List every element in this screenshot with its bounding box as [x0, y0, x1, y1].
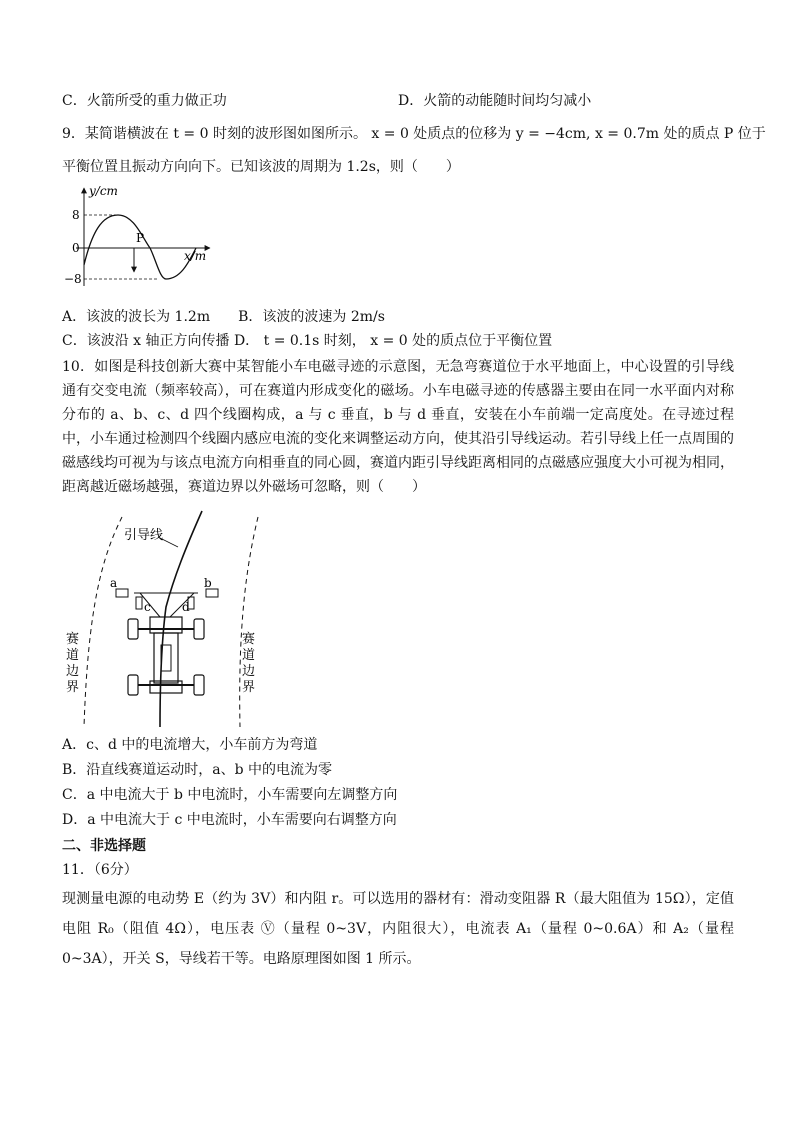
label-a: a [110, 576, 118, 590]
label-boundary-left-2: 道 [66, 648, 80, 663]
q9-stem-line2: 平衡位置且振动方向向下。已知该波的周期为 1.2s，则（ ） [62, 159, 460, 175]
q9-options-ab: A．该波的波长为 1.2m B．该波的波速为 2m/s [62, 309, 385, 325]
label-p: P [136, 231, 145, 245]
label-boundary-left-1: 赛 [66, 632, 80, 647]
q10-option-b: B．沿直线赛道运动时，a、b 中的电流为零 [62, 762, 333, 778]
label-boundary-left-3: 边 [66, 664, 80, 679]
wave-curve [84, 215, 196, 279]
left-boundary [84, 517, 122, 727]
label-b: b [204, 576, 212, 590]
label-y: y/cm [89, 184, 118, 198]
label-d: d [182, 600, 190, 614]
q10-option-a: A．c、d 中的电流增大，小车前方为弯道 [62, 737, 318, 753]
q9-wave-figure [62, 182, 222, 294]
label-x: x/m [184, 249, 207, 263]
label-boundary-left-4: 界 [66, 680, 80, 695]
q10-stem: 10．如图是科技创新大赛中某智能小车电磁寻迹的示意图，无急弯赛道位于水平地面上，中心设置的引导线通有交变电流（频率较高），可在赛道内形成变化的磁场。小车电磁寻迹的传感器主要由在同一水平面内对称分布的 a、b、c、d 四个线圈构成，a 与 c 垂直，b 与 d 垂直，安装在小车前端一定高度处。在寻迹过程中，小车通过检测四个线圈内感应电流的变化来调整运动方向，使其沿引导线运动。若引导线上任一点周围的磁感线均可视为与该点电流方向相垂直的同心圆，赛道内距引导线距离相同的点磁感应强度大小可视为相同，距离越近磁场越强，赛道边界以外磁场可忽略，则（ ） [62, 359, 734, 495]
label-boundary-right-2: 道 [242, 648, 256, 663]
label-guide: 引导线 [124, 528, 164, 543]
label-boundary-right-4: 界 [242, 680, 256, 695]
section2-heading: 二、非选择题 [62, 838, 146, 854]
label-boundary-right-3: 边 [242, 664, 256, 679]
right-boundary [240, 517, 258, 727]
q9-options-cd: C．该波沿 x 轴正方向传播 D． t = 0.1s 时刻， x = 0 处的质点位于平衡位置 [62, 333, 553, 349]
q11-stem: 现测量电源的电动势 E（约为 3V）和内阻 r。可以选用的器材有：滑动变阻器 R（最大阻值为 15Ω），定值电阻 R₀（阻值 4Ω），电压表 Ⓥ（量程 0~3V，内阻很大），电流表 A₁（量程 0~0.6A）和 A₂（量程 0~3A），开关 S，导线若干等。电路原理图如图 1 所示。 [62, 891, 734, 967]
q9-stem-line1: 9．某简谐横波在 t = 0 时刻的波形图如图所示。 x = 0 处质点的位移为 y = −4cm, x = 0.7m 处的质点 P 位于 [62, 126, 766, 142]
label-c: c [144, 600, 151, 614]
q10-option-d: D．a 中电流大于 c 中电流时，小车需要向右调整方向 [62, 812, 397, 828]
q10-car-figure [62, 507, 282, 729]
q11-number: 11．（6分） [62, 862, 138, 878]
q8-option-c: C．火箭所受的重力做正功 [62, 93, 227, 109]
label-boundary-right-1: 赛 [242, 632, 256, 647]
tick-neg8: −8 [64, 272, 82, 286]
q8-option-d: D．火箭的动能随时间均匀减小 [398, 93, 592, 109]
tick-0: 0 [72, 241, 80, 255]
q10-option-c: C．a 中电流大于 b 中电流时，小车需要向左调整方向 [62, 787, 398, 803]
tick-8: 8 [72, 208, 80, 222]
